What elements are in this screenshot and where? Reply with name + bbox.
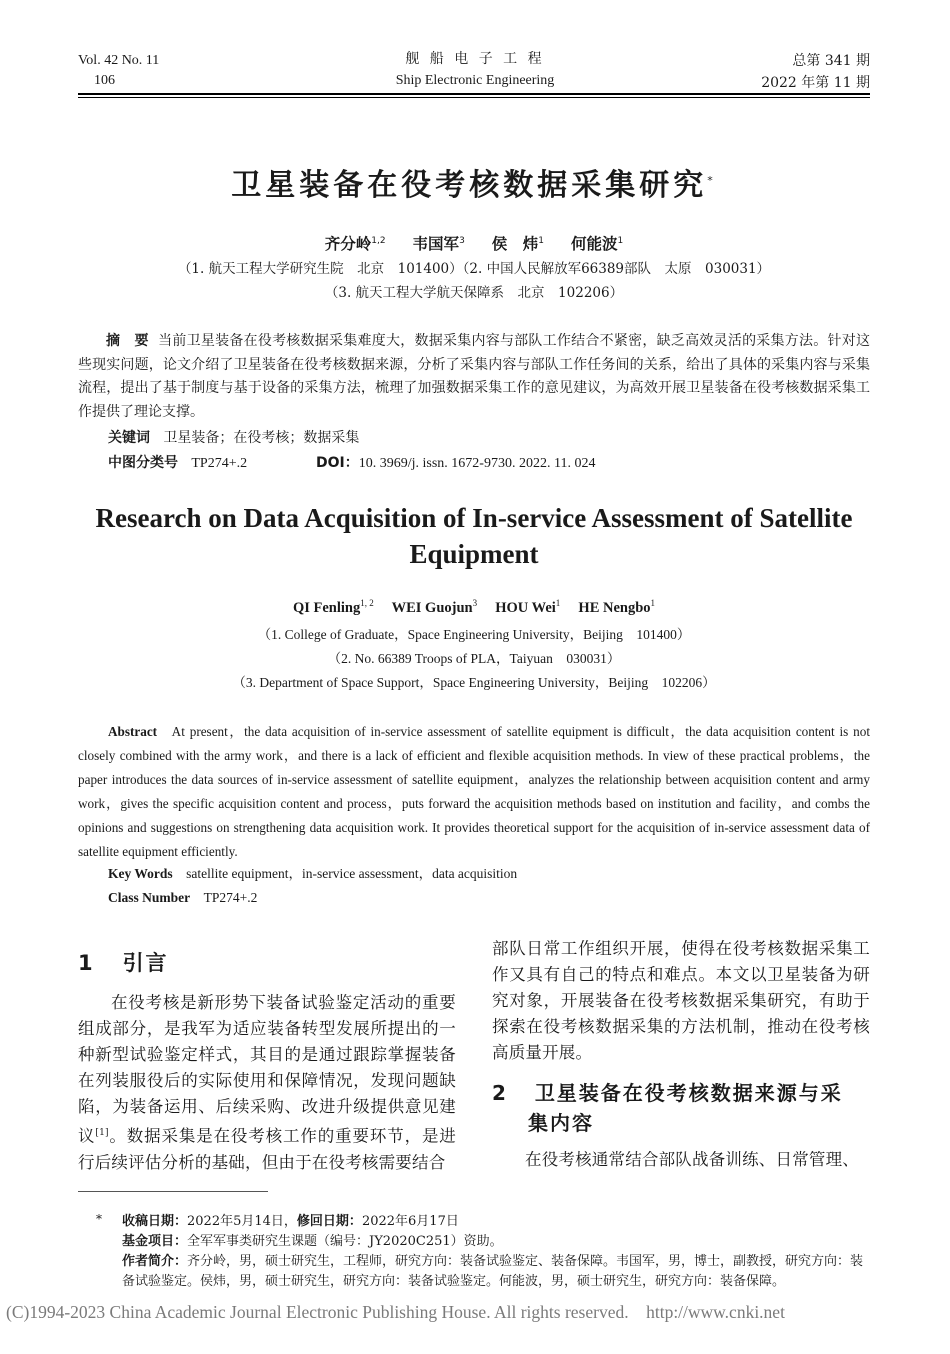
- doi-label: DOI：: [316, 455, 359, 471]
- paper-title-cn: [78, 160, 870, 204]
- author-aff: 3: [472, 598, 478, 608]
- author-aff: 1: [538, 235, 545, 246]
- revised-date: 2022年6月17日: [361, 1214, 459, 1229]
- copyright-notice: [6, 1302, 785, 1323]
- abstract-cn-text: 当前卫星装备在役考核数据采集难度大，数据采集内容与部队工作结合不紧密，缺乏高效灵活的采集方法。针对这些现实问题，论文介绍了卫星装备在役考核数据来源，分析了采集内容与部队工作任务间的关系，给出了具体的采集内容与采集流程，提出了基于制度与基于设备的采集方法，梳理了加强数据采集工作的意见建议，为高效开展卫星装备在役考核数据采集工作提供了理论支撑。: [78, 333, 871, 420]
- section-2-paragraph: 在役考核通常结合部队战备训练、日常管理、: [525, 1150, 859, 1169]
- author-intro-label: 作者简介：: [122, 1254, 188, 1269]
- keywords-en: [108, 864, 517, 884]
- keywords-cn-label: 关键词: [108, 430, 150, 446]
- classification-cn: [108, 453, 247, 474]
- keywords-cn: [108, 428, 359, 448]
- author-en: HE Nengbo: [578, 599, 651, 616]
- section-1-text-b: 。数据采集是在役考核工作的重要环节，是进行后续评估分析的基础，但由于在役考核需要结合: [78, 1126, 456, 1172]
- received-label: 收稿日期：: [122, 1214, 188, 1229]
- class-en-number: TP274+.2: [203, 890, 258, 905]
- abstract-cn-label: 摘 要: [106, 333, 149, 349]
- journal-name-cn: 舰 船 电 子 工 程: [405, 51, 545, 67]
- doi-value: 10. 3969/j. issn. 1672-9730. 2022. 11. 024: [358, 456, 596, 471]
- total-issue: 总第 341 期: [792, 53, 870, 69]
- fund-label: 基金项目：: [122, 1234, 188, 1249]
- section-1-paragraph: [78, 990, 456, 1176]
- issue-number: 2022 年第 11 期: [761, 75, 870, 91]
- footnote-body: [122, 1212, 870, 1292]
- author-aff: 1: [650, 598, 656, 608]
- class-cn-label: 中图分类号: [108, 455, 178, 471]
- title-cn-text: 卫星装备在役考核数据采集研究: [231, 168, 708, 203]
- journal-name-en: Ship Electronic Engineering: [395, 73, 555, 88]
- author-aff: 1, 2: [360, 598, 374, 608]
- cnki-link[interactable]: http://www.cnki.net: [646, 1302, 785, 1322]
- section-2-heading: [492, 1078, 872, 1138]
- copyright-text: (C)1994-2023 China Academic Journal Electronic Publishing House. All rights reserved.: [6, 1302, 629, 1322]
- footnote-fund: [122, 1232, 870, 1252]
- affiliation-en-3: （3. Department of Space Support，Space Engineering University，Beijing 102206）: [232, 675, 716, 690]
- classification-en: [108, 888, 257, 908]
- doi: [316, 453, 595, 474]
- author-intro-text: 齐分岭，男，硕士研究生，工程师，研究方向：装备试验鉴定、装备保障。韦国军，男，博士，副教授，研究方向：装备试验鉴定。侯炜，男，硕士研究生，研究方向：装备试验鉴定。何能波，男，硕士研究生，研究方向：装备保障。: [122, 1254, 864, 1289]
- abstract-en-text: At present，the data acquisition of in-service assessment of satellite equipment is difficult，the data acquisition content is not closely combined with the army work，and there is a lack of efficient and flexible acquisition methods. In view of these practical problems，the paper introduces the data sources of in-service assessment of satellite equipment，analyzes the relationship between acquisition content and army work，gives the specific acquisition content and process，puts forward the acquisition methods based on institution and facility，and combs the opinions and suggestions on strengthening data acquisition work. It provides theoretical support for the acquisition of in-service assessment data of satellite equipment efficiently.: [78, 724, 871, 859]
- affiliation-cn-2: （3. 航天工程大学航天保障系 北京 102206）: [324, 285, 624, 301]
- title-footnote-mark: *: [707, 174, 717, 187]
- section-1-heading: [78, 948, 169, 978]
- author-en: QI Fenling: [292, 599, 361, 616]
- authors-cn: [78, 232, 870, 254]
- author-cn: 韦国军: [412, 235, 460, 253]
- author-cn: 何能波: [571, 235, 618, 253]
- author-cn: 齐分岭: [324, 235, 372, 253]
- class-cn-number: TP274+.2: [191, 456, 248, 471]
- received-date: 2022年5月14日，: [187, 1214, 297, 1229]
- fund-text: 全军军事类研究生课题（编号：JY2020C251）资助。: [187, 1234, 503, 1249]
- keywords-en-text: satellite equipment，in-service assessment，data acquisition: [186, 866, 518, 881]
- abstract-en: [78, 720, 870, 864]
- section-1-continuation: [492, 936, 870, 1066]
- author-aff: 1: [555, 598, 561, 608]
- class-en-label: Class Number: [108, 890, 191, 905]
- author-en: WEI Guojun: [391, 599, 473, 616]
- author-en: HOU Wei: [495, 599, 556, 616]
- section-2-heading-line2: [492, 1108, 872, 1138]
- author-cn: 侯 炜: [491, 235, 539, 253]
- authors-en: [78, 598, 870, 617]
- volume-number: Vol. 42 No. 11: [78, 53, 160, 68]
- affiliation-cn-1: （1. 航天工程大学研究生院 北京 101400）（2. 中国人民解放军66389部队 太原 030031）: [177, 261, 771, 277]
- abstract-en-label: Abstract: [108, 724, 158, 739]
- keywords-cn-text: 卫星装备；在役考核；数据采集: [163, 430, 360, 446]
- revised-label: 修回日期：: [296, 1214, 362, 1229]
- section-2-title-2: 集内容: [528, 1111, 594, 1135]
- page-number: 106: [94, 73, 115, 88]
- author-aff: 1: [617, 235, 624, 246]
- header-rule-thin: [78, 97, 870, 98]
- paper-title-en: Research on Data Acquisition of In-service Assessment of Satellite Equipment: [95, 503, 853, 569]
- author-aff: 1,2: [371, 235, 386, 246]
- affiliation-en-2: （2. No. 66389 Troops of PLA，Taiyuan 030031）: [327, 651, 621, 666]
- footnote-authors: [122, 1252, 870, 1292]
- section-1-title: 引言: [122, 951, 169, 975]
- keywords-en-label: Key Words: [108, 866, 173, 881]
- affiliation-en-1: （1. College of Graduate，Space Engineering University，Beijing 101400）: [257, 627, 691, 642]
- footnote-dates: [122, 1212, 870, 1232]
- footnote-mark: *: [96, 1212, 102, 1226]
- section-1-continued-text: 部队日常工作组织开展，使得在役考核数据采集工作又具有自己的特点和难点。本文以卫星装备为研究对象，开展装备在役考核数据采集研究，有助于探索在役考核数据采集的方法机制，推动在役考核高质量开展。: [492, 939, 870, 1062]
- footnote-rule: [78, 1191, 268, 1192]
- section-1-number: 1: [78, 951, 95, 975]
- section-2-number: 2: [492, 1081, 508, 1105]
- section-2-heading-line1: [492, 1078, 872, 1108]
- author-aff: 3: [459, 235, 465, 246]
- citation-ref: [1]: [95, 1128, 109, 1138]
- section-2-title-1: 卫星装备在役考核数据来源与采: [534, 1081, 843, 1105]
- header-rule-thick: [78, 93, 870, 95]
- section-1-text-a: 在役考核是新形势下装备试验鉴定活动的重要组成部分，是我军为适应装备转型发展所提出的一种新型试验鉴定样式，其目的是通过跟踪掌握装备在列装服役后的实际使用和保障情况，发现问题缺陷，为装备运用、后续采购、改进升级提供意见建议: [78, 993, 456, 1146]
- abstract-cn: [78, 330, 870, 424]
